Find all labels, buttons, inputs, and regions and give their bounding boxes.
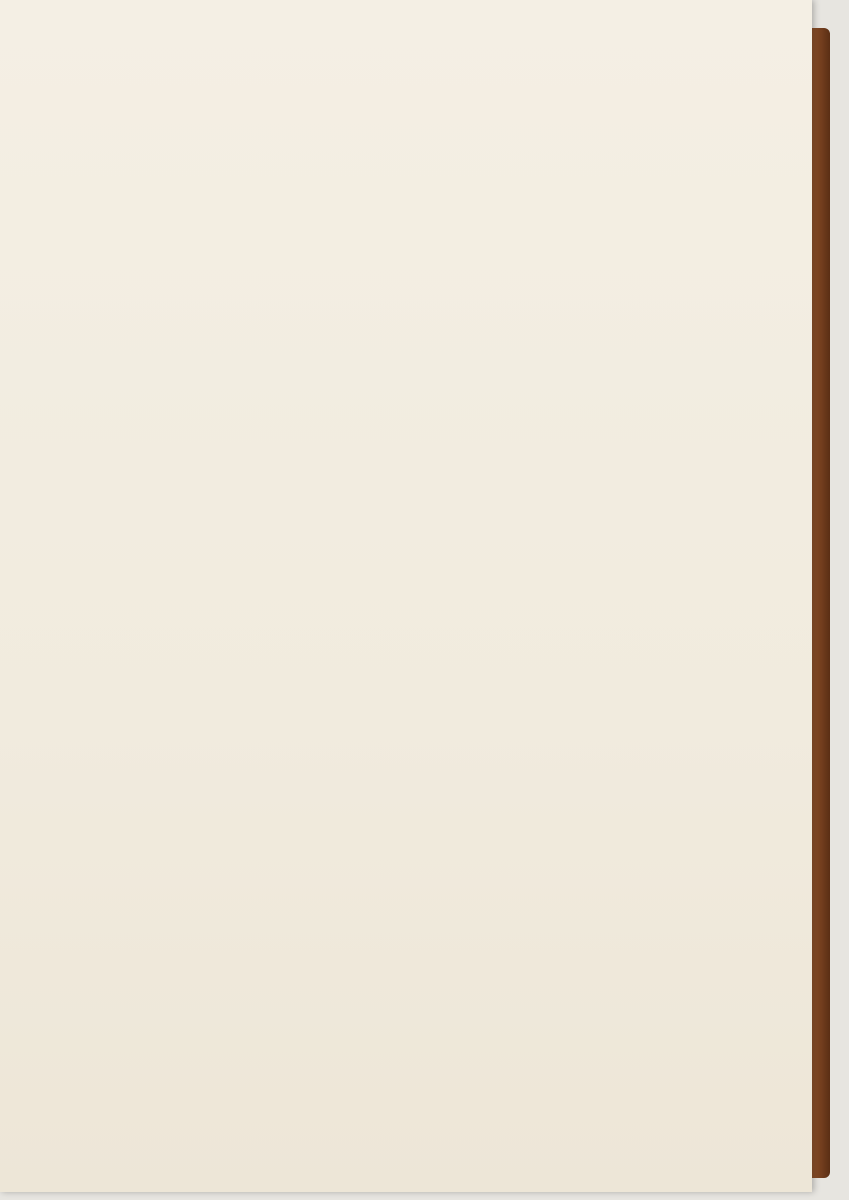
ornamental-border — [690, 100, 714, 962]
